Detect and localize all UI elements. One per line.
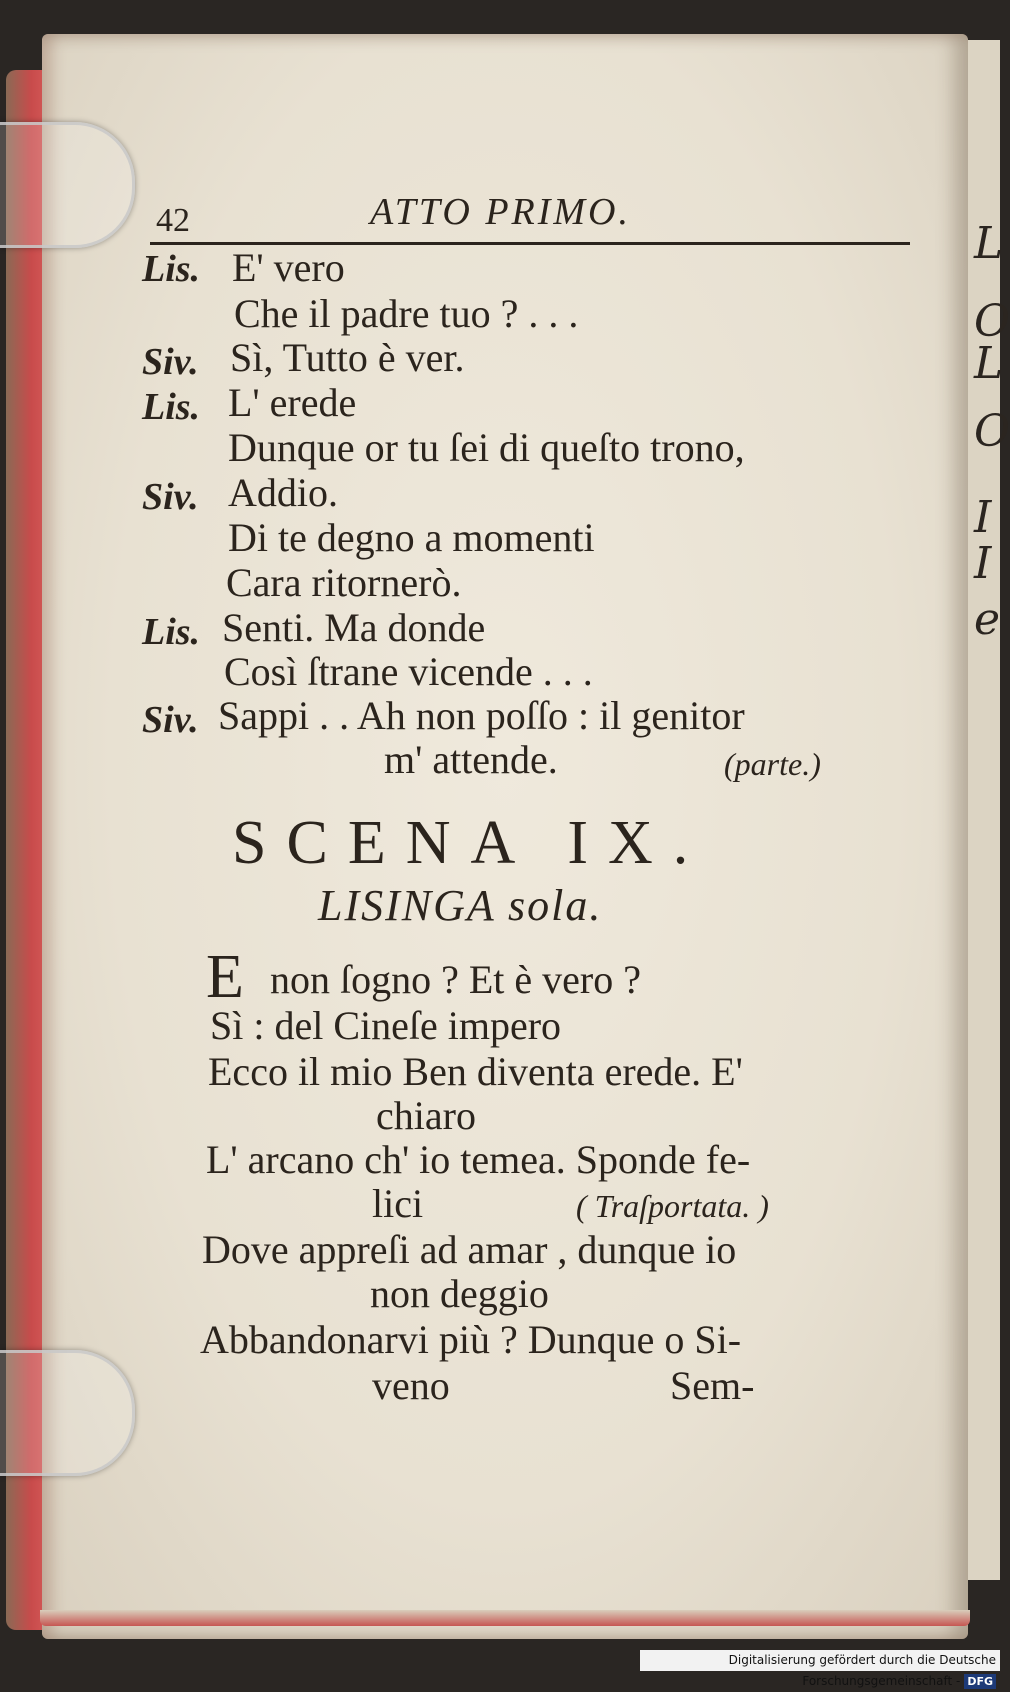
verse-line: Che il padre tuo ? . . .: [234, 291, 579, 336]
verse-line: Sì, Tutto è ver.: [230, 335, 465, 380]
next-page-glyph: O: [974, 406, 1010, 457]
verse-line: non ſogno ? Et è vero ?: [270, 957, 641, 1002]
verse-line: Dunque or tu ſei di queſto trono,: [228, 425, 745, 470]
verse-line: chiaro: [376, 1093, 476, 1138]
scene-title: SCENA IX.: [232, 809, 709, 877]
verse-line: Addio.: [228, 470, 338, 515]
next-page-edge: [968, 40, 1000, 1580]
page-header: [150, 190, 920, 238]
verse-line: L' arcano ch' io temea. Sponde fe-: [206, 1137, 751, 1182]
speaker-label: Siv.: [142, 341, 199, 383]
digitization-footer: [640, 1650, 1000, 1688]
verse-line: Di te degno a momenti: [228, 515, 595, 560]
verse-line: Così ſtrane vicende . . .: [224, 649, 593, 694]
speaker-label: Lis.: [142, 611, 201, 653]
speaker-label: Lis.: [142, 386, 201, 428]
verse-line: Sappi . . Ah non poſſo : il genitor: [218, 693, 745, 738]
scene-subtitle: LISINGA sola.: [318, 881, 603, 930]
stage-direction: (parte.): [724, 746, 821, 782]
next-page-glyph: e: [974, 594, 1001, 645]
verse-line: L' erede: [228, 380, 357, 425]
verse-line: lici: [372, 1181, 424, 1226]
footer-text: Digitalisierung gefördert durch die Deutsche Forschungsgemeinschaft -: [728, 1653, 996, 1688]
verse-line: m' attende.: [384, 737, 558, 782]
next-page-glyph: I: [974, 538, 992, 589]
drop-cap: E: [206, 943, 244, 1011]
stage-direction: ( Traſportata. ): [576, 1188, 769, 1224]
verse-line: Ecco il mio Ben diventa erede. E': [208, 1049, 743, 1094]
speaker-label: Siv.: [142, 699, 199, 741]
page-number: 42: [156, 202, 190, 239]
next-page-glyph: L: [974, 218, 1004, 269]
page-bottom-edge: [40, 1610, 970, 1626]
next-page-glyph: L: [974, 338, 1004, 389]
speaker-label: Siv.: [142, 476, 199, 518]
verse-line: non deggio: [370, 1271, 549, 1316]
verse-line: Cara ritornerò.: [226, 560, 462, 605]
verse-line: veno: [372, 1363, 450, 1408]
verse-line: Senti. Ma donde: [222, 605, 486, 650]
next-page-glyph: I: [974, 492, 992, 543]
clip-bottom: [0, 1350, 135, 1476]
verse-line: Abbandonarvi più ? Dunque o Si-: [200, 1317, 742, 1362]
running-head: ATTO PRIMO.: [370, 191, 631, 233]
speaker-label: Lis.: [142, 248, 201, 290]
verse-line: Sì : del Cineſe impero: [210, 1003, 562, 1048]
catchword: Sem-: [670, 1363, 755, 1408]
next-page-glyph: O: [974, 296, 1010, 347]
verse-line: E' vero: [232, 245, 345, 290]
dfg-logo: DFG: [964, 1674, 996, 1689]
clip-top: [0, 122, 135, 248]
verse-line: Dove appreſi ad amar , dunque io: [202, 1227, 737, 1272]
